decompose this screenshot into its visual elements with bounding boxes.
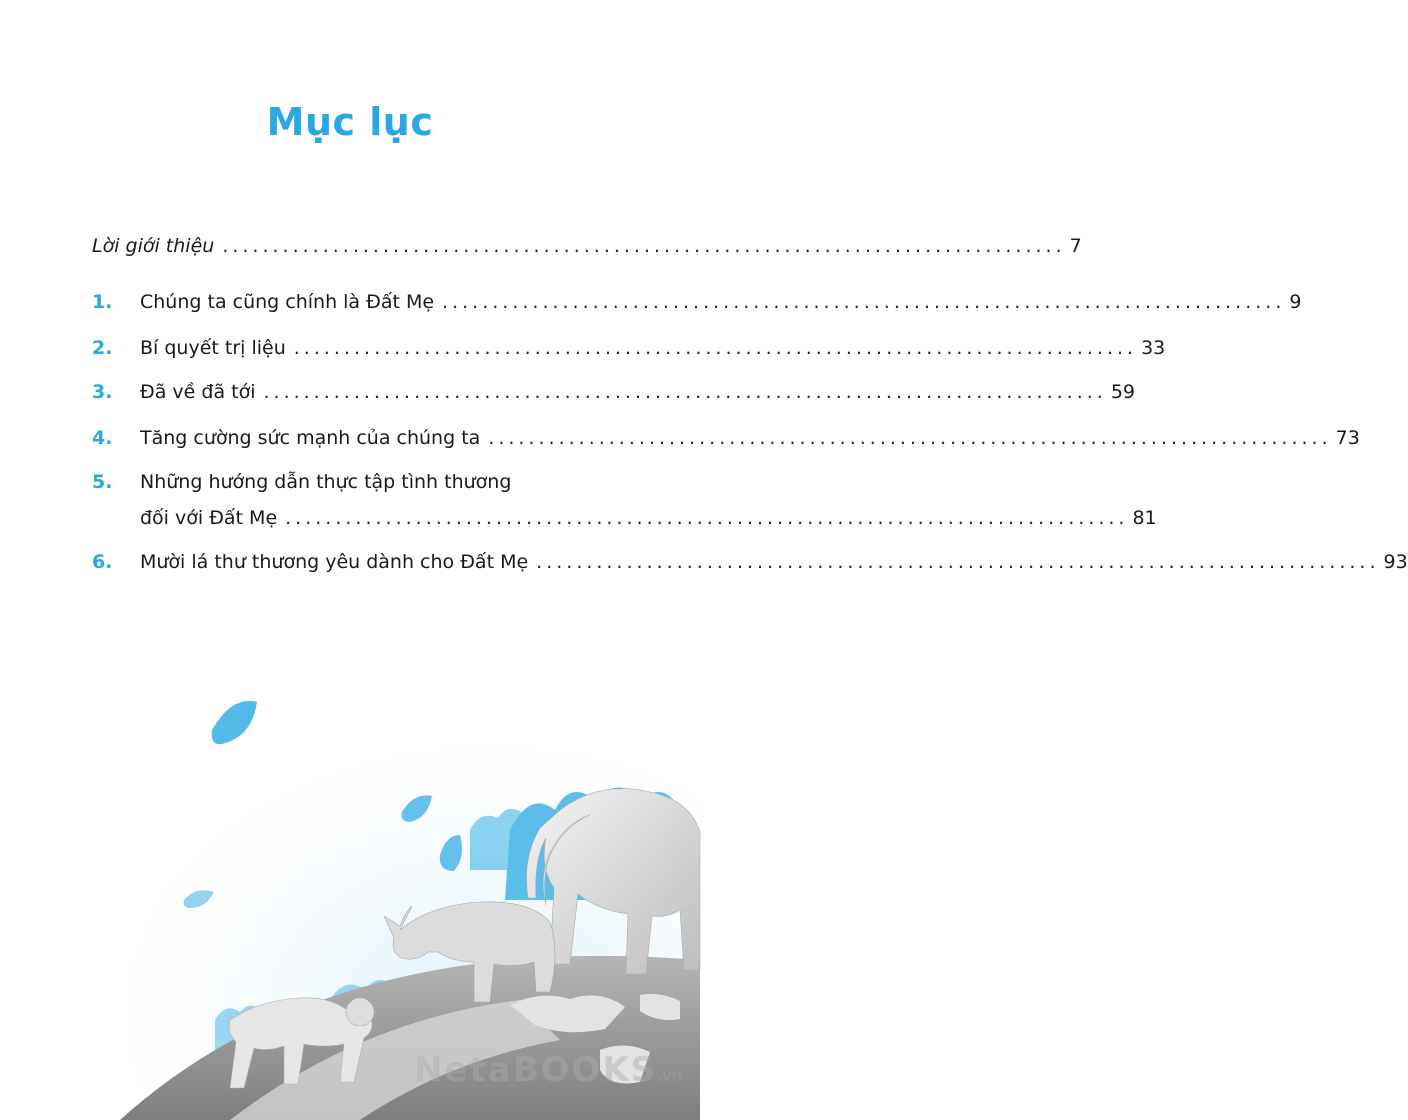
toc-entry-intro[interactable] [92, 232, 1082, 260]
toc-entry-label: Lời giới thiệu [92, 235, 215, 257]
toc-page-number: 73 [1335, 427, 1360, 449]
toc-leader-dots: .................................................................................... [442, 291, 1286, 313]
watermark-suffix: .vn [657, 1066, 682, 1085]
toc-entry-label: đối với Đất Mẹ [140, 507, 278, 529]
toc-leader-dots: .................................................................................... [488, 427, 1332, 449]
toc-leader-dots: .................................................................................... [285, 507, 1129, 529]
toc-page-number: 93 [1383, 551, 1408, 573]
toc-entry-number: 3. [92, 381, 113, 403]
toc-leader-dots: .................................................................................... [222, 235, 1066, 257]
toc-leader-dots: .................................................................................... [536, 551, 1380, 573]
toc-entry-1[interactable] [92, 288, 1302, 316]
toc-page-number: 9 [1289, 291, 1302, 313]
toc-leader-dots: .................................................................................... [263, 381, 1107, 403]
watermark-logo [414, 1050, 682, 1090]
toc-page-number: 7 [1069, 235, 1082, 257]
toc-entry-label: Tăng cường sức mạnh của chúng ta [140, 427, 481, 449]
toc-entry-number: 1. [92, 291, 113, 313]
toc-entry-3[interactable] [92, 378, 1135, 406]
toc-entry-label-line1: Những hướng dẫn thực tập tình thương [140, 471, 512, 493]
toc-entry-5[interactable] [92, 468, 626, 496]
toc-entry-4[interactable] [92, 424, 1360, 452]
toc-leader-dots: .................................................................................... [293, 337, 1138, 359]
page-title: Mục lục [266, 100, 434, 144]
toc-entry-number: 2. [92, 337, 113, 359]
toc-page-number: 81 [1132, 507, 1157, 529]
toc-entry-label: Đã về đã tới [140, 381, 256, 403]
toc-entry-number: 4. [92, 427, 113, 449]
toc-entry-2[interactable] [92, 334, 1166, 362]
toc-entry-label: Bí quyết trị liệu [140, 337, 286, 359]
toc-entry-number: 6. [92, 551, 113, 573]
toc-page-number: 59 [1110, 381, 1135, 403]
toc-page-number: 33 [1141, 337, 1166, 359]
toc-entry-5-continued[interactable] [92, 504, 1157, 532]
toc-entry-number: 5. [92, 471, 113, 493]
toc-entry-label: Chúng ta cũng chính là Đất Mẹ [140, 291, 435, 313]
globe-animals-illustration [0, 600, 700, 1120]
toc-entry-6[interactable] [92, 548, 1408, 576]
watermark-brand: NetaBOOKS [414, 1050, 658, 1090]
toc-entry-label: Mười lá thư thương yêu dành cho Đất Mẹ [140, 551, 529, 573]
